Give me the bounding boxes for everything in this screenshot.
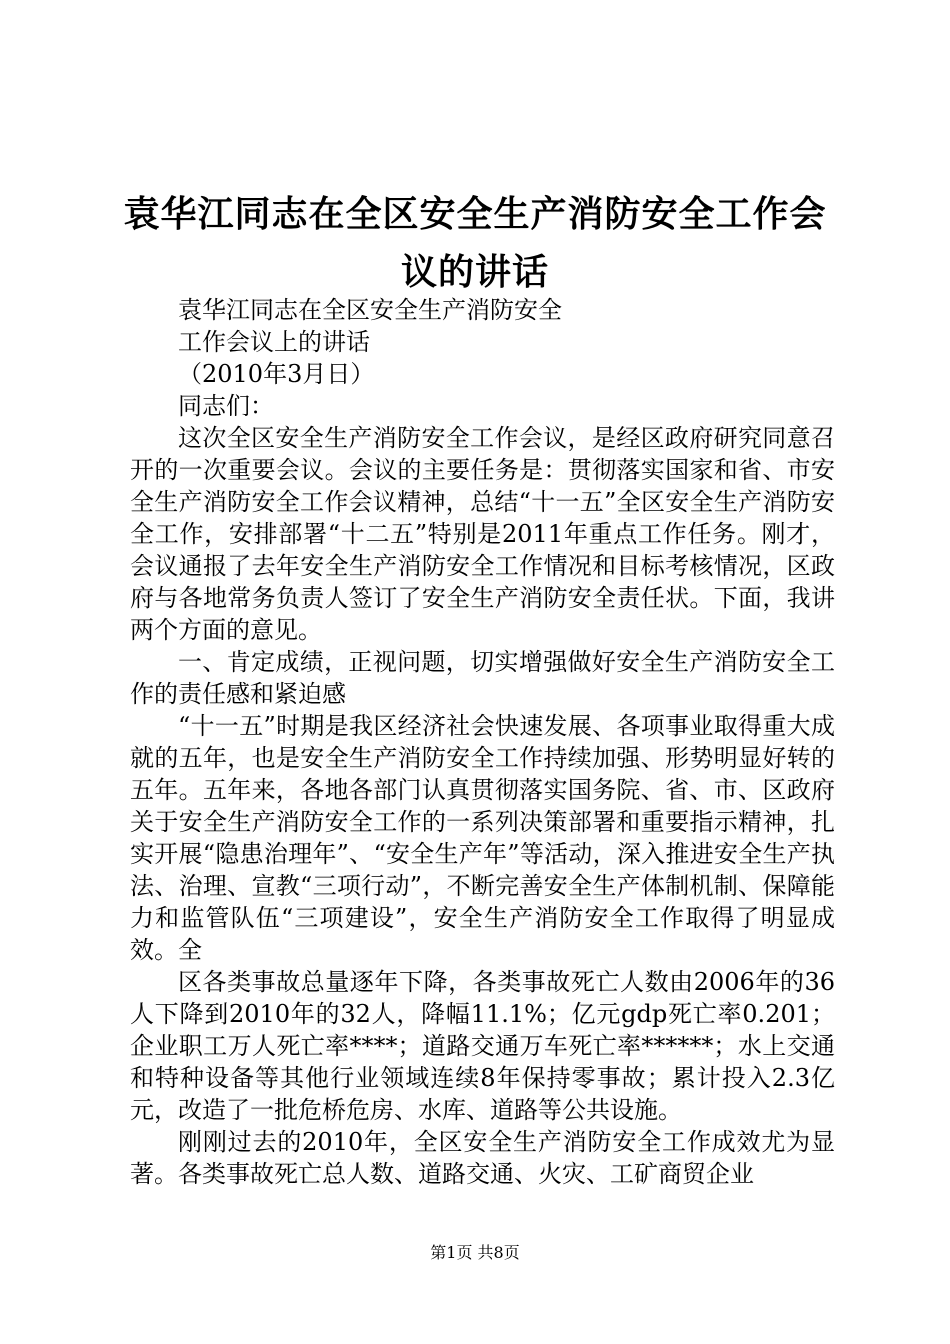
page-footer <box>0 1243 950 1263</box>
section-heading: 一、肯定成绩，正视问题，切实增强做好安全生产消防安全工作的责任感和紧迫感 <box>130 648 835 708</box>
body-paragraph: “十一五”时期是我区经济社会快速发展、各项事业取得重大成就的五年，也是安全生产消防安全工作持续加强、形势明显好转的五年。五年来，各地各部门认真贯彻落实国务院、省、市、区政府关于安全生产消防安全工作的一系列决策部署和重要指示精神，扎实开展“隐患治理年”、“安全生产年”等活动，深入推进安全生产执法、治理、宣教“三项行动”，不断完善安全生产体制机制、保障能力和监管队伍“三项建设”，安全生产消防安全工作取得了明显成效。全 <box>130 712 835 964</box>
document-title: 袁华江同志在全区安全生产消防安全工作会议的讲话 <box>123 193 827 293</box>
speaker-heading-line-2: 工作会议上的讲话 <box>178 328 370 356</box>
page-number: 第1页 共8页 <box>430 1243 520 1262</box>
document-body <box>130 294 835 1190</box>
body-paragraph: 刚刚过去的2010年，全区安全生产消防安全工作成效尤为显著。各类事故死亡总人数、道路交通、火灾、工矿商贸企业 <box>130 1128 835 1188</box>
body-paragraph: 区各类事故总量逐年下降，各类事故死亡人数由2006年的36人下降到2010年的32人，降幅11.1%；亿元gdp死亡率0.201；企业职工万人死亡率****；道路交通万车死亡率******；水上交通和特种设备等其他行业领域连续8年保持零事故；累计投入2.3亿元，改造了一批危桥危房、水库、道路等公共设施。 <box>130 968 835 1124</box>
body-paragraph: 这次全区安全生产消防安全工作会议，是经区政府研究同意召开的一次重要会议。会议的主要任务是：贯彻落实国家和省、市安全生产消防安全工作会议精神，总结“十一五”全区安全生产消防安全工作，安排部署“十二五”特别是2011年重点工作任务。刚才，会议通报了去年安全生产消防安全工作情况和目标考核情况，区政府与各地常务负责人签订了安全生产消防安全责任状。下面，我讲两个方面的意见。 <box>130 424 835 644</box>
salutation: 同志们： <box>178 392 274 420</box>
speaker-heading-line-1: 袁华江同志在全区安全生产消防安全 <box>178 296 562 324</box>
speech-date: （2010年3月日） <box>178 360 375 388</box>
